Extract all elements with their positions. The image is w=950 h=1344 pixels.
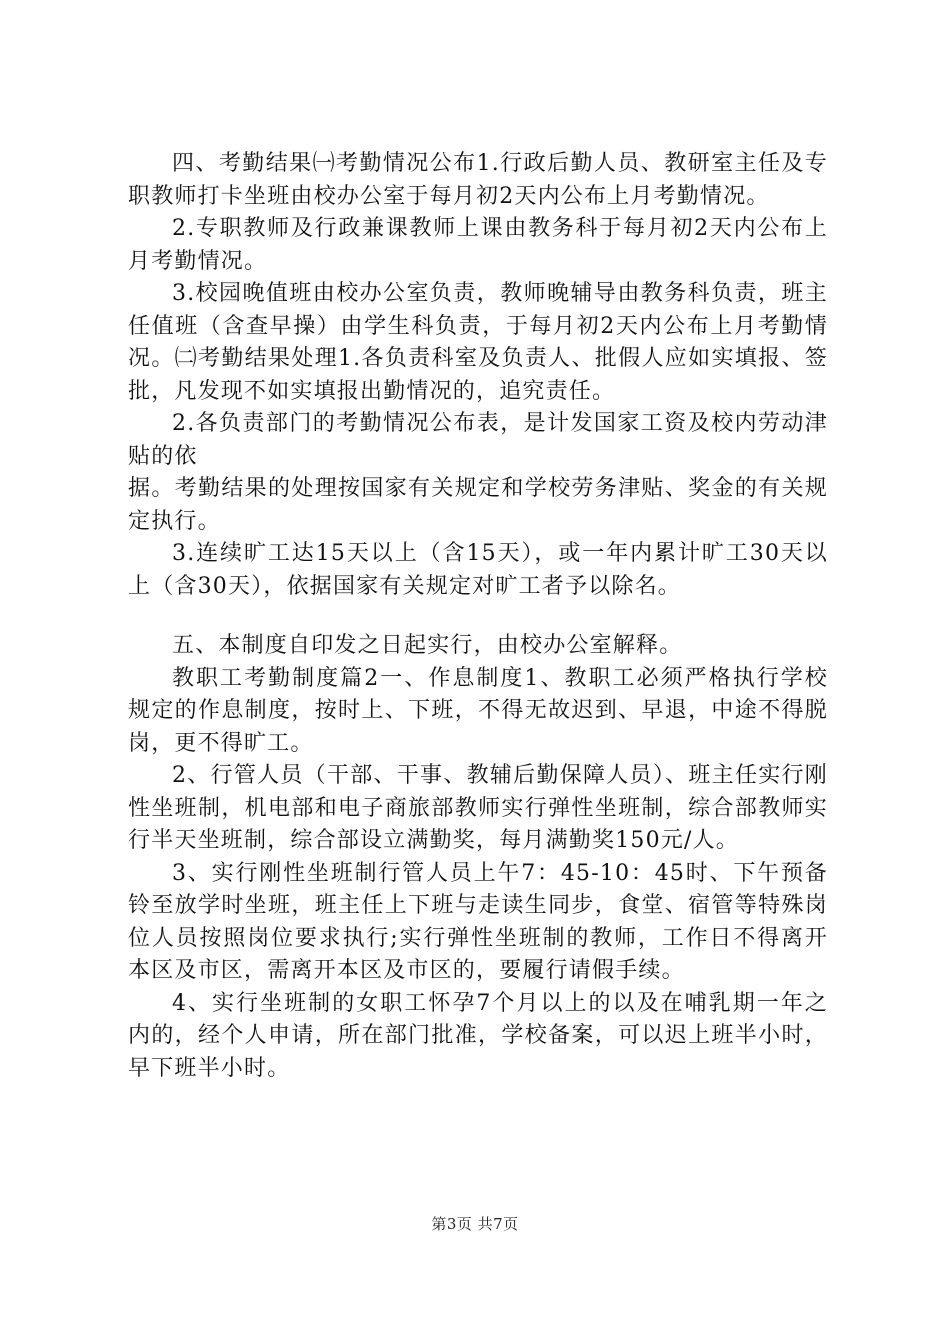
paragraph-publication-table-continued: 据。考勤结果的处理按国家有关规定和学校劳务津贴、奖金的有关规定执行。 [128,476,828,534]
paragraph-absenteeism: 3.连续旷工达15天以上（含15天），或一年内累计旷工30天以上（含30天），依据国家有关规定对旷工者予以除名。 [128,541,828,599]
paragraph-female-staff: 4、实行坐班制的女职工怀孕7个月以上的以及在哺乳期一年之内的，经个人申请，所在部门批准，学校备案，可以迟上班半小时，早下班半小时。 [128,990,828,1081]
paragraph-attendance-results: 四、考勤结果㈠考勤情况公布1.行政后勤人员、教研室主任及专职教师打卡坐班由校办公室于每月初2天内公布上月考勤情况。 [128,151,828,209]
page-footer: 第3页 共7页 [431,1215,519,1233]
paragraph-work-schedule: 教职工考勤制度篇2一、作息制度1、教职工必须严格执行学校规定的作息制度，按时上、下班，不得无故迟到、早退，中途不得脱岗，更不得旷工。 [128,665,828,756]
paragraph-teacher-attendance: 2.专职教师及行政兼课教师上课由教务科于每月初2天内公布上月考勤情况。 [128,216,828,274]
paragraph-night-duty: 3.校园晚值班由校办公室负责，教师晚辅导由教务科负责，班主任值班（含查早操）由学生科负责，于每月初2天内公布上月考勤情况。㈡考勤结果处理1.各负责科室及负责人、批假人应如实填报、签批，凡发现不如实填报出勤情况的，追究责任。 [128,281,828,404]
document-body [128,148,828,1085]
paragraph-office-hours: 3、实行刚性坐班制行管人员上午7：45-10：45时、下午预备铃至放学时坐班，班主任上下班与走读生同步，食堂、宿管等特殊岗位人员按照岗位要求执行;实行弹性坐班制的教师，工作日不得离开本区及市区，需离开本区及市区的，要履行请假手续。 [128,860,828,983]
paragraph-publication-table: 2.各负责部门的考勤情况公布表，是计发国家工资及校内劳动津贴的依 [128,411,828,469]
paragraph-effective-date: 五、本制度自印发之日起实行，由校办公室解释。 [172,633,683,658]
paragraph-attendance-system: 2、行管人员（干部、干事、教辅后勤保障人员）、班主任实行刚性坐班制，机电部和电子商旅部教师实行弹性坐班制，综合部教师实行半天坐班制，综合部设立满勤奖，每月满勤奖150元/人。 [128,763,828,853]
